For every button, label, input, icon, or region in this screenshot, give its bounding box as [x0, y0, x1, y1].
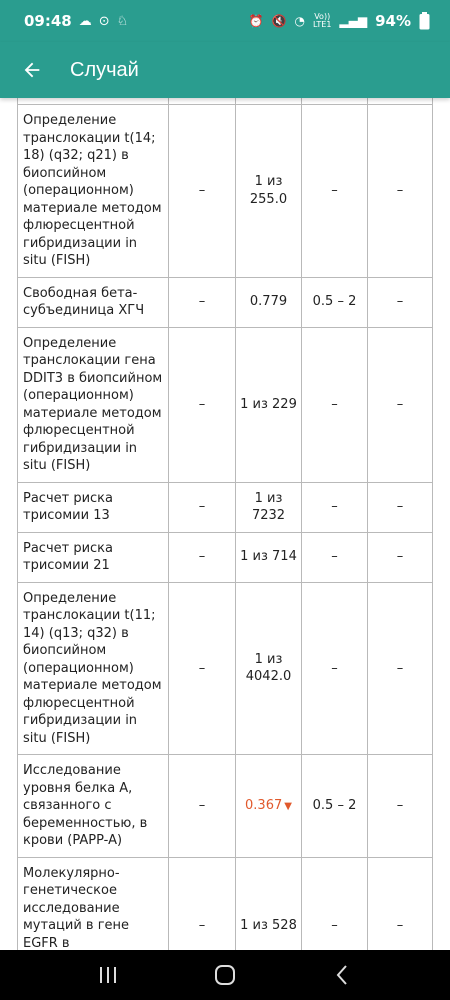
results-table-body: [18, 95, 433, 995]
clock: 09:48: [24, 12, 72, 30]
reference-range-cell: –: [302, 482, 368, 532]
result-value-cell: [236, 105, 302, 278]
test-name-cell: Свободная бета-субъединица ХГЧ: [18, 277, 169, 327]
table-cell: –: [169, 482, 236, 532]
result-value: 1 из 7232: [251, 490, 286, 523]
result-value-cell: [236, 482, 302, 532]
result-value-cell: [236, 532, 302, 582]
navigation-bar: [0, 950, 450, 1000]
test-name-cell: Расчет риска трисомии 13: [18, 482, 169, 532]
result-value-cell: [236, 755, 302, 858]
result-value: 1 из 229: [240, 396, 297, 412]
result-value: 0.779: [249, 294, 288, 310]
table-cell: –: [368, 532, 433, 582]
table-cell: –: [169, 582, 236, 755]
results-table-wrapper: [17, 94, 432, 995]
reference-range-cell: –: [302, 532, 368, 582]
test-name-cell: Определение транслокации t(11; 14) (q13; q32) в биопсийном (операционном) материале методом флюресцентной гибридизации in situ (FISH): [18, 582, 169, 755]
table-cell: –: [169, 857, 236, 995]
status-bar: [0, 0, 450, 42]
result-value-cell: [236, 582, 302, 755]
table-cell: –: [368, 105, 433, 278]
table-row: [18, 277, 433, 327]
home-button[interactable]: [195, 955, 255, 995]
low-indicator-icon: ▼: [284, 800, 292, 812]
mute-icon: 🔇: [271, 14, 287, 28]
test-name-cell: Молекулярно-генетическое исследование мутаций в гене EGFR в: [18, 857, 169, 995]
wifi-icon: ◔: [294, 14, 306, 28]
back-nav-button[interactable]: [312, 955, 372, 995]
sync-icon: ⊙: [98, 13, 110, 29]
result-value: 1 из 528: [240, 918, 297, 933]
reference-range-cell: –: [302, 857, 368, 995]
arrow-left-icon: [21, 59, 43, 81]
test-name-cell: Исследование уровня белка А, связанного с беременностью, в крови (PAPP-A): [18, 755, 169, 858]
table-cell: –: [169, 532, 236, 582]
reference-range-cell: –: [302, 105, 368, 278]
results-scroll-area[interactable]: [0, 98, 450, 950]
table-cell: –: [368, 755, 433, 858]
home-icon: [214, 964, 236, 986]
app-bar: [0, 42, 450, 98]
network-indicator: [313, 13, 331, 29]
alarm-icon: ⏰: [248, 14, 264, 28]
result-value-cell: [236, 327, 302, 482]
reference-range-cell: –: [302, 327, 368, 482]
table-row: [18, 532, 433, 582]
volte-label: Vo)): [314, 12, 331, 21]
reference-range-cell: –: [302, 582, 368, 755]
chevron-left-icon: [335, 964, 349, 986]
table-cell: –: [169, 755, 236, 858]
status-right: [249, 12, 430, 30]
table-cell: –: [368, 277, 433, 327]
result-value: 1 из 4042.0: [245, 651, 292, 685]
table-cell: –: [169, 327, 236, 482]
battery-icon: [419, 12, 430, 30]
back-button[interactable]: [12, 50, 52, 90]
notification-app-icon: ♘: [116, 13, 129, 29]
reference-range-cell: 0.5 – 2: [302, 755, 368, 858]
recent-apps-icon: [98, 966, 118, 984]
table-row: [18, 327, 433, 482]
result-value: 1 из 714: [240, 549, 297, 565]
test-name-cell: Расчет риска трисомии 21: [18, 532, 169, 582]
table-row: [18, 582, 433, 755]
table-row: [18, 482, 433, 532]
result-value-cell: [236, 277, 302, 327]
reference-range-cell: 0.5 – 2: [302, 277, 368, 327]
test-name-cell: Определение транслокации t(14; 18) (q32; q21) в биопсийном (операционном) материале методом флюресцентной гибридизации in situ (FISH): [18, 105, 169, 278]
test-name-cell: Определение транслокации гена DDIT3 в биопсийном (операционном) материале методом флюресцентной гибридизации in situ (FISH): [18, 327, 169, 482]
result-value: 0.367: [245, 797, 283, 813]
table-cell: –: [368, 857, 433, 995]
recent-apps-button[interactable]: [78, 955, 138, 995]
table-cell: –: [368, 327, 433, 482]
battery-level: 94%: [375, 12, 411, 30]
cloud-icon: ☁: [78, 13, 92, 29]
table-cell: –: [169, 277, 236, 327]
table-cell: –: [368, 482, 433, 532]
table-row: [18, 755, 433, 858]
lte-label: LTE1: [313, 20, 332, 29]
table-row: [18, 105, 433, 278]
status-left: [24, 12, 128, 30]
page-title: Случай: [70, 58, 139, 81]
signal-icon: ▂▄▆: [339, 14, 368, 28]
result-value: 1 из 255.0: [249, 174, 288, 207]
table-cell: –: [169, 105, 236, 278]
table-cell: –: [368, 582, 433, 755]
results-table: [17, 94, 433, 995]
